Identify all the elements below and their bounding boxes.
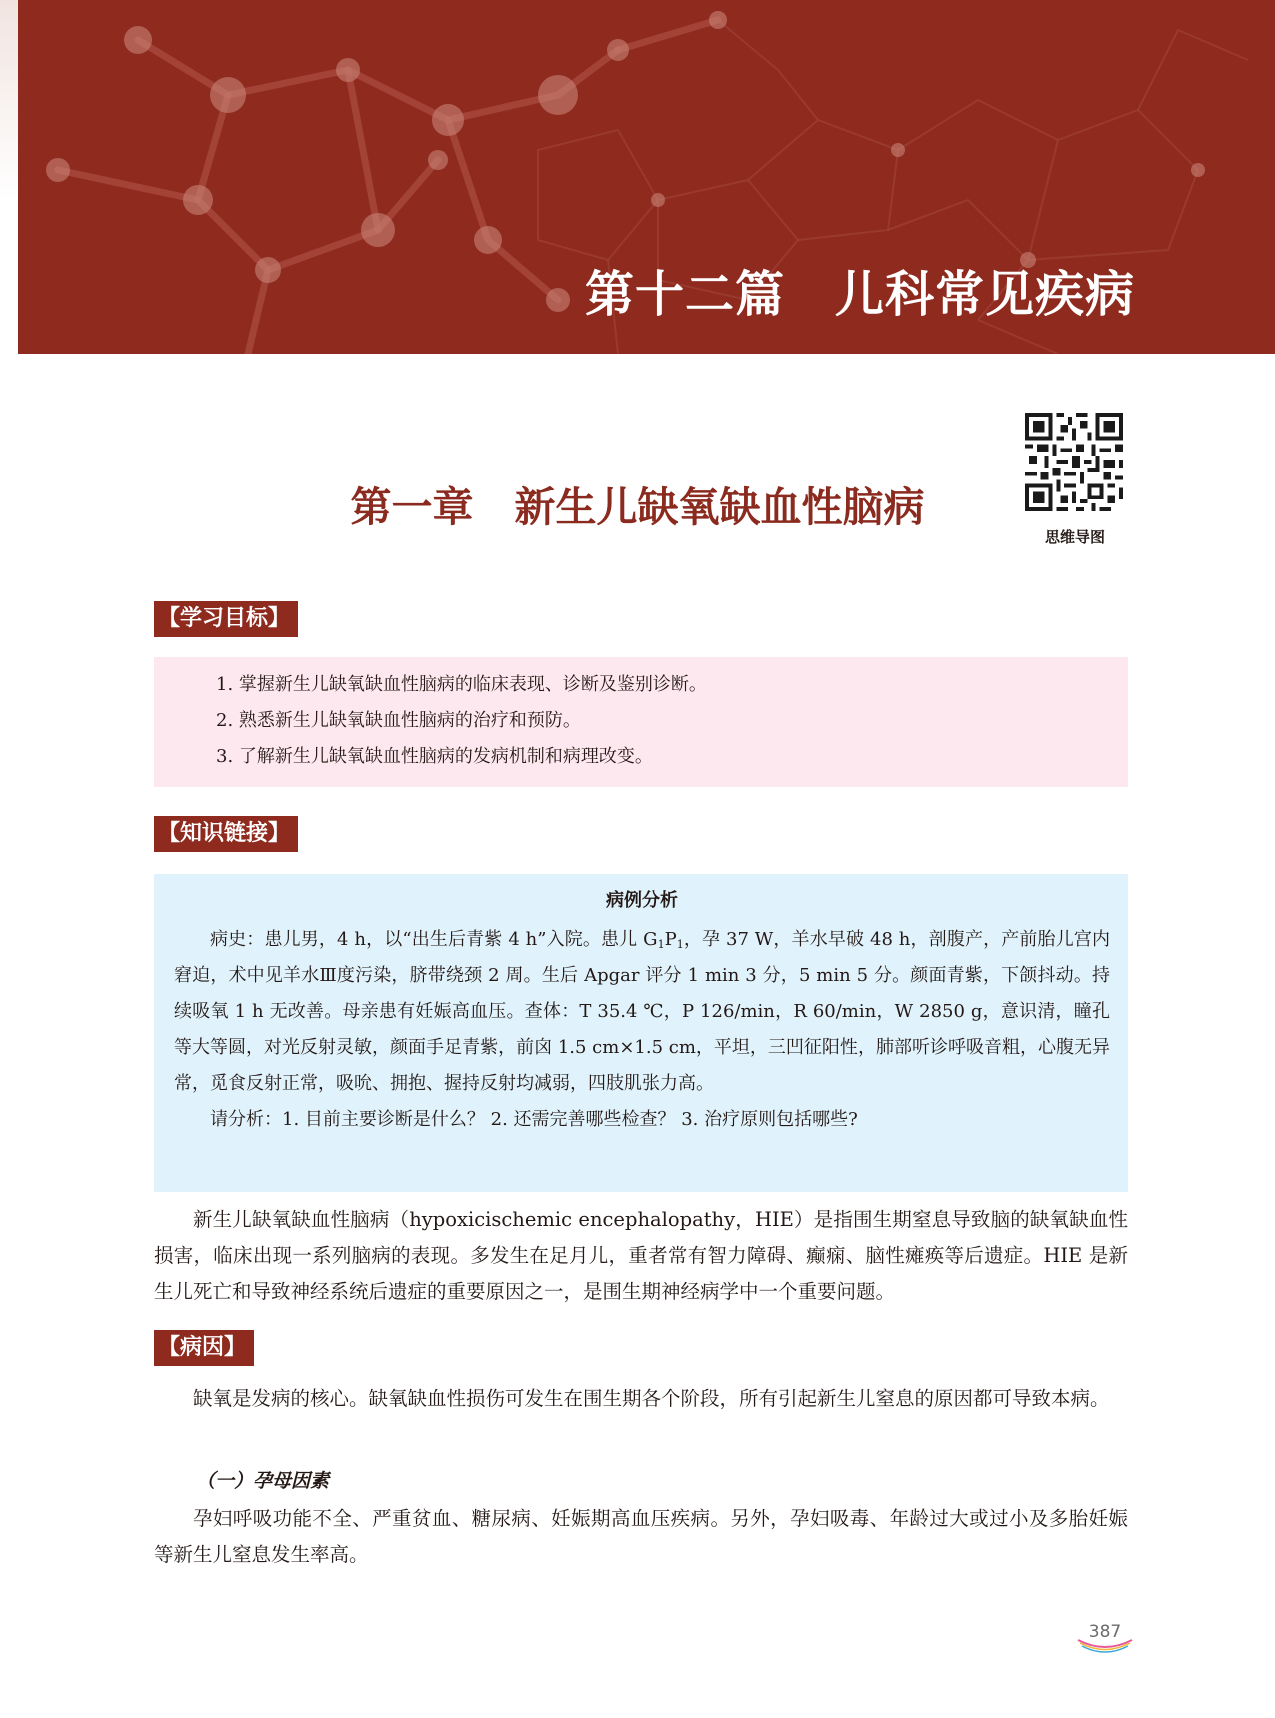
section-label-objectives: 【学习目标】 (154, 601, 298, 637)
part-banner (18, 0, 1275, 354)
qr-code-icon[interactable] (1025, 413, 1123, 511)
letter-p: P (664, 929, 677, 950)
objective-item: 3. 了解新生儿缺氧缺血性脑病的发病机制和病理改变。 (216, 746, 653, 767)
subscript-g: 1 (657, 938, 665, 951)
case-history-end: 度污染，脐带绕颈 2 周。生后 Apgar 评分 1 min 3 分，5 min 5 分。颜面青紫，下颌抖动。持续吸氧 1 h 无改善。母亲患有妊娠高血压。查体：T 35.4 ℃，P 126/min，R 60/min，W 2850 g，意识清，瞳孔等大等圆，对光反射灵敏，颜面手足青紫，前囟 1.5 cm×1.5 cm，平坦，三凹征阳性，肺部听诊呼吸音粗，心腹无异常，觅食反射正常，吸吮、拥抱、握持反射均减弱，四肢肌张力高。 (174, 965, 1110, 1094)
maternal-factors-heading: （一）孕母因素 (196, 1470, 330, 1492)
page-edge-strip (0, 0, 18, 1718)
case-history (174, 922, 1110, 1102)
part-title: 第十二篇 儿科常见疾病 (584, 266, 1135, 323)
case-questions: 请分析：1. 目前主要诊断是什么？ 2. 还需完善哪些检查？ 3. 治疗原则包括哪些? (210, 1109, 858, 1130)
objective-item: 1. 掌握新生儿缺氧缺血性脑病的临床表现、诊断及鉴别诊断。 (216, 674, 707, 695)
objectives-box (154, 657, 1128, 787)
objective-item: 2. 熟悉新生儿缺氧缺血性脑病的治疗和预防。 (216, 710, 581, 731)
case-title: 病例分析 (606, 890, 678, 911)
case-history-middle: ，孕 37 W，羊水早破 48 h，剖腹产，产前胎儿宫内窘迫，术中见羊水 (174, 929, 1110, 986)
page-number-swoosh-icon (1076, 1634, 1134, 1654)
etiology-paragraph: 缺氧是发病的核心。缺氧缺血性损伤可发生在围生期各个阶段，所有引起新生儿窒息的原因都可导致本病。 (193, 1387, 1110, 1410)
case-history-start: 病史：患儿男，4 h，以“出生后青紫 4 h”入院。患儿 G (210, 929, 658, 950)
qr-caption: 思维导图 (1044, 528, 1105, 546)
chapter-title: 第一章 新生儿缺氧缺血性脑病 (350, 483, 925, 531)
section-label-knowledge: 【知识链接】 (154, 816, 298, 852)
intro-paragraph: 新生儿缺氧缺血性脑病（hypoxicischemic encephalopathy，HIE）是指围生期窒息导致脑的缺氧缺血性损害，临床出现一系列脑病的表现。多发生在足月儿，重者常有智力障碍、癫痫、脑性瘫痪等后遗症。HIE 是新生儿死亡和导致神经系统后遗症的重要原因之一，是围生期神经病学中一个重要问题。 (154, 1208, 1128, 1303)
roman-three: Ⅲ (319, 965, 337, 986)
section-label-etiology: 【病因】 (154, 1330, 254, 1366)
maternal-factors-paragraph: 孕妇呼吸功能不全、严重贫血、糖尿病、妊娠期高血压疾病。另外，孕妇吸毒、年龄过大或过小及多胎妊娠等新生儿窒息发生率高。 (154, 1507, 1128, 1566)
page-number: 387 (1088, 1622, 1122, 1642)
case-analysis-box (154, 874, 1128, 1192)
subscript-p: 1 (676, 938, 684, 951)
